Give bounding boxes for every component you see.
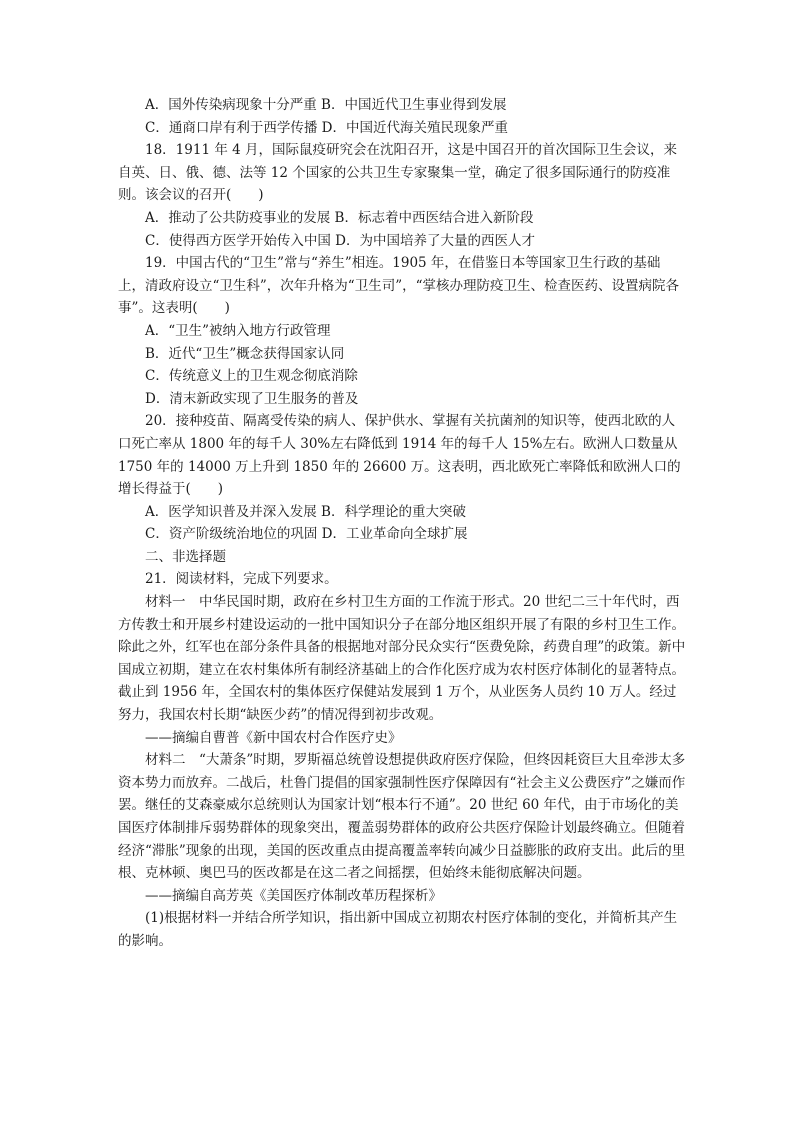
question-19-option-d: D．清末新政实现了卫生服务的普及 — [145, 390, 359, 407]
material-one: 材料一 中华民国时期，政府在乡村卫生方面的工作流于形式。20 世纪二三十年代时，西方传教士和开展乡村建设运动的一批中国知识分子在部分地区组织开展了有限的乡村卫生工作。除此之外，红军也在部分条件具备的根据地对部分民众实行“医费免除，药费自理”的政策。新中国成立初期，建立在农村集体所有制经济基础上的合作化医疗成为农村医疗体制化的显著特点。截止到 1956 年，全国农村的集体医疗保健站发展到 1 万个，从业医务人员约 10 万人。经过努力，我国农村长期“缺医少药”的情况得到初步改观。 — [118, 594, 686, 724]
material-two: 材料二 “大萧条”时期，罗斯福总统曾设想提供政府医疗保险，但终因耗资巨大且牵涉太多资本势力而放弃。二战后，杜鲁门提倡的国家强制性医疗保障因有“社会主义公费医疗”之嫌而作罢。继任的艾森豪威尔总统则认为国家计划“根本行不通”。20 世纪 60 年代，由于市场化的美国医疗体制排斥弱势群体的现象突出，覆盖弱势群体的政府公共医疗保险计划最终确立。但随着经济“滞胀”现象的出现，美国的医改重点由提高覆盖率转向减少日益膨胀的政府支出。此后的里根、克林顿、奥巴马的医改都是在这二者之间摇摆，但始终未能彻底解决问题。 — [118, 752, 686, 882]
question-21-stem: 21．阅读材料，完成下列要求。 — [145, 571, 338, 588]
question-18-options-cd: C．使得西方医学开始传入中国 D．为中国培养了大量的西医人才 — [145, 232, 535, 249]
question-19-option-c: C．传统意义上的卫生观念彻底消除 — [145, 368, 358, 385]
section-heading: 二、非选择题 — [145, 548, 226, 565]
question-20-options-cd: C．资产阶级统治地位的巩固 D．工业革命向全球扩展 — [145, 526, 468, 543]
question-17-options-cd: C．通商口岸有利于西学传播 D．中国近代海关殖民现象严重 — [145, 119, 508, 136]
question-20-options-ab: A．医学知识普及并深入发展 B．科学理论的重大突破 — [145, 503, 466, 520]
material-two-source: ——摘编自高芳英《美国医疗体制改革历程探析》 — [145, 887, 442, 904]
question-18-stem: 18．1911 年 4 月，国际鼠疫研究会在沈阳召开，这是中国召开的首次国际卫生会议，来自英、日、俄、德、法等 12 个国家的公共卫生专家聚集一堂，确定了很多国际通行的防疫准则。该会议的召开( ) — [118, 142, 677, 204]
question-19-option-b: B．近代“卫生”概念获得国家认同 — [145, 345, 345, 362]
question-20-stem: 20．接种疫苗、隔离受传染的病人、保护供水、掌握有关抗菌剂的知识等，使西北欧的人口死亡率从 1800 年的每千人 30%左右降低到 1914 年的每千人 15%左右。欧洲人口数量从 1750 年的 14000 万上升到 1850 年的 26600 万。这表明，西北欧死亡率降低和欧洲人口的增长得益于( ) — [118, 413, 681, 498]
question-19-option-a: A．“卫生”被纳入地方行政管理 — [145, 322, 331, 339]
question-18-options-ab: A．推动了公共防疫事业的发展 B．标志着中西医结合进入新阶段 — [145, 209, 534, 226]
question-21-part-1: (1)根据材料一并结合所学知识，指出新中国成立初期农村医疗体制的变化，并简析其产生的影响。 — [118, 910, 678, 949]
question-17-options-ab: A．国外传染病现象十分严重 B．中国近代卫生事业得到发展 — [145, 97, 507, 113]
material-one-source: ——摘编自曹普《新中国农村合作医疗史》 — [145, 729, 402, 746]
question-19-stem: 19．中国古代的“卫生”常与“养生”相连。1905 年，在借鉴日本等国家卫生行政的基础上，清政府设立“卫生科”，次年升格为“卫生司”，“掌核办理防疫卫生、检查医药、设置病院各事”。这表明( ) — [118, 255, 680, 317]
document-body — [118, 94, 686, 953]
